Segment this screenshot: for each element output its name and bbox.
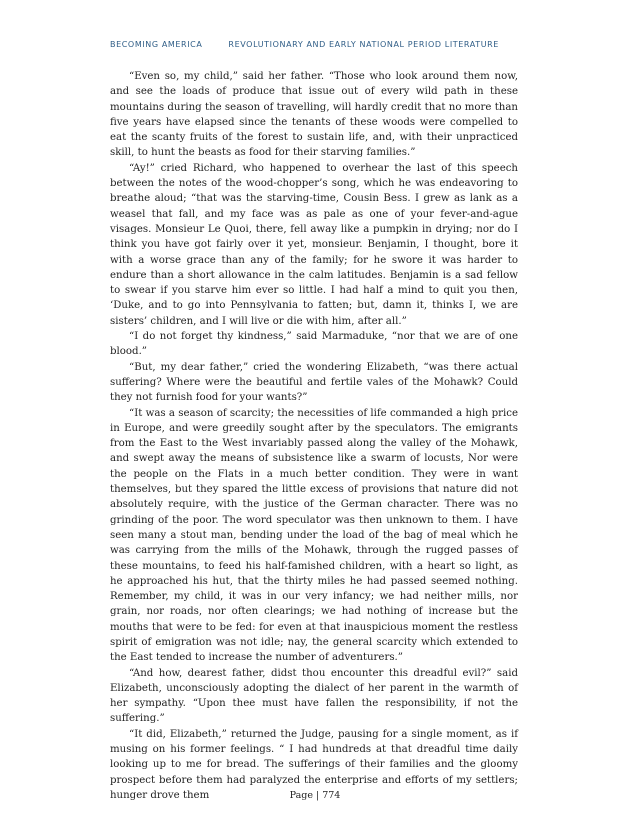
page-number: Page | 774 — [289, 790, 341, 801]
paragraph: “But, my dear father,” cried the wondering Elizabeth, “was there actual suffering? Where were the beautiful and fertile vales of the Mohawk? Could they not furnish food for your wants?” — [110, 361, 518, 404]
running-header — [110, 40, 530, 49]
paragraph: “I do not forget thy kindness,” said Marmaduke, “nor that we are of one blood.” — [110, 331, 518, 358]
paragraph: “Ay!” cried Richard, who happened to overhear the last of this speech between the notes of the wood-chopper’s song, which he was endeavoring to breathe aloud; “that was the starving-time, Cousin Bess. I grew as lank as a weasel that fall, and my face was as pale as one of your fever-and-ague visages. Monsieur Le Quoi, there, fell away like a pumpkin in drying; nor do I think you have got fairly over it yet, monsieur. Benjamin, I thought, bore it with a worse grace than any of the family; for he swore it was harder to endure than a short allowance in the calm latitudes. Benjamin is a sad fellow to swear if you starve him ever so little. I had half a mind to quit you then, ‘Duke, and to go into Pennsylvania to fatten; but, damn it, thinks I, we are sisters’ children, and I will live or die with him, after all.” — [110, 162, 518, 327]
paragraph: “It did, Elizabeth,” returned the Judge, pausing for a single moment, as if musing on his former feelings. “ I had hundreds at that dreadful time daily looking up to me for bread. The sufferings of their families and the gloomy prospect before them had paralyzed the enterprise and efforts of my settlers; hunger drove them — [110, 728, 518, 801]
paragraph: “It was a season of scarcity; the necessities of life commanded a high price in Europe, and were greedily sought after by the speculators. The emigrants from the East to the West invariably passed along the valley of the Mohawk, and swept away the means of subsistence like a swarm of locusts, Nor were the people on the Flats in a much better condition. They were in want themselves, but they spared the little excess of provisions that nature did not absolutely require, with the justice of the German character. There was no grinding of the poor. The word speculator was then unknown to them. I have seen many a stout man, bending under the load of the bag of meal which he was carrying from the mills of the Mohawk, through the rugged passes of these mountains, to feed his half-famished children, with a heart so light, as he approached his hut, that the thirty miles he had passed seemed nothing. Remember, my child, it was in our very infancy; we had neither mills, nor grain, nor roads, nor often clearings; we had nothing of increase but the mouths that were to be fed: for even at that inauspicious moment the restless spirit of emigration was not idle; nay, the general scarcity which extended to the East tended to increase the number of adventurers.” — [110, 407, 518, 664]
paragraph: “And how, dearest father, didst thou encounter this dreadful evil?” said Elizabeth, unconsciously adopting the dialect of her parent in the warmth of her sympathy. “Upon thee must have fallen the responsibility, if not the suffering.” — [110, 667, 518, 725]
body-text — [110, 69, 518, 803]
paragraph: “Even so, my child,” said her father. “Those who look around them now, and see the loads of produce that issue out of every wild path in these mountains during the season of travelling, will hardly credit that no more than five years have elapsed since the tenants of these woods were compelled to eat the scanty fruits of the forest to sustain life, and, with their unpracticed skill, to hunt the beasts as food for their starving families.” — [110, 71, 518, 159]
header-section-title: REVOLUTIONARY AND EARLY NATIONAL PERIOD LITERATURE — [228, 40, 499, 49]
header-book-title: BECOMING AMERICA — [110, 40, 203, 49]
